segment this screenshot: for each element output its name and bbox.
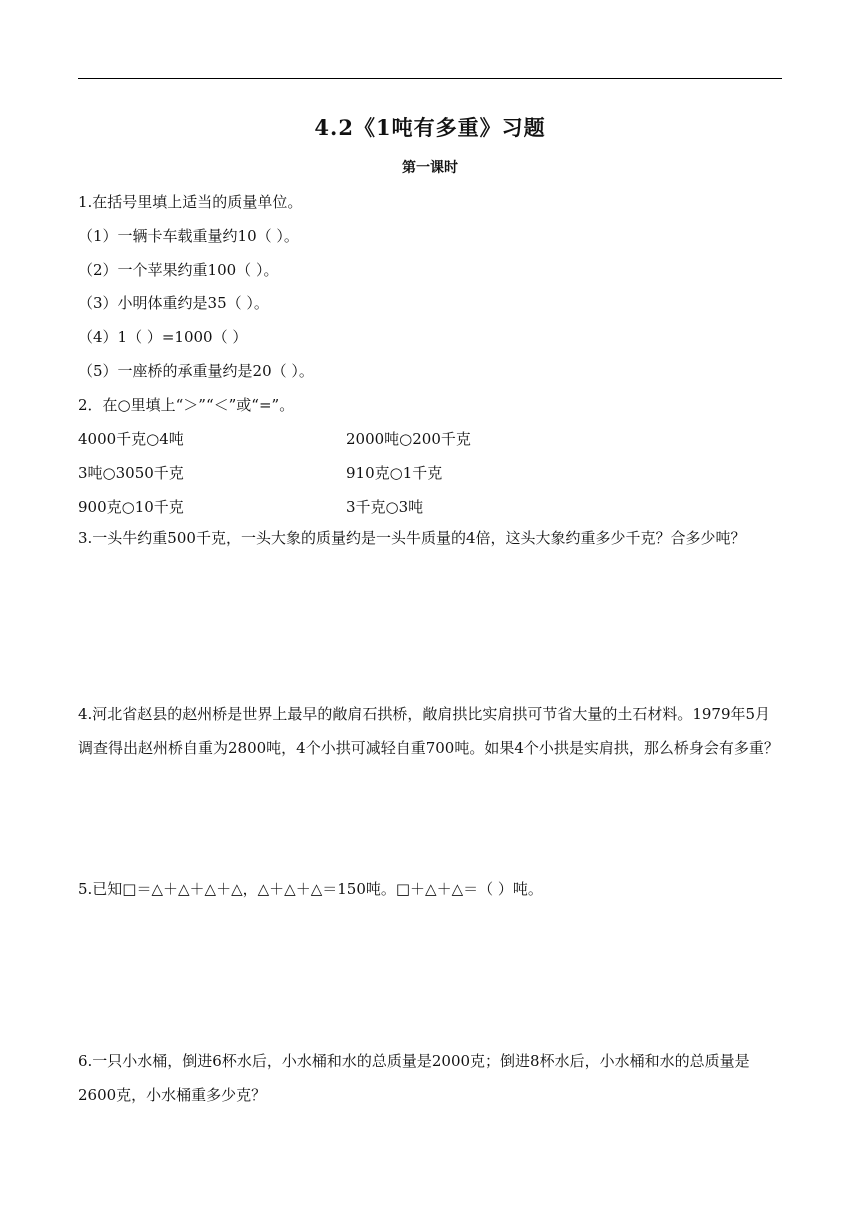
question-2-stem: 2．在○里填上“＞”“＜”或“=”。 bbox=[78, 396, 295, 414]
question-1-item: （2）一个苹果约重100（ ）。 bbox=[78, 261, 279, 279]
question-4: 4.河北省赵县的赵州桥是世界上最早的敞肩石拱桥，敞肩拱比实肩拱可节省大量的土石材料。1979年5月调查得出赵州桥自重为2800吨，4个小拱可减轻自重700吨。如果4个小拱是实肩拱，那么桥身会有多重？ bbox=[78, 705, 779, 757]
comparison-item: 2000吨○200千克 bbox=[346, 430, 471, 448]
comparison-item: 900克○10千克 bbox=[78, 498, 184, 516]
header-rule bbox=[78, 78, 782, 79]
comparison-item: 3吨○3050千克 bbox=[78, 464, 184, 482]
comparison-item: 910克○1千克 bbox=[346, 464, 443, 482]
page-subtitle: 第一课时 bbox=[402, 160, 458, 176]
question-1-item: （4）1（ ）=1000（ ） bbox=[78, 328, 248, 346]
question-1-item: （1）一辆卡车载重量约10（ ）。 bbox=[78, 227, 299, 245]
question-3: 3.一头牛约重500千克，一头大象的质量约是一头牛质量的4倍，这头大象约重多少千克？合多少吨？ bbox=[78, 529, 746, 547]
question-1-item: （3）小明体重约是35（ ）。 bbox=[78, 294, 269, 312]
comparison-item: 4000千克○4吨 bbox=[78, 430, 184, 448]
comparison-item: 3千克○3吨 bbox=[346, 498, 424, 516]
question-1-item: （5）一座桥的承重量约是20（ ）。 bbox=[78, 362, 314, 380]
question-5: 5.已知□＝△＋△＋△＋△，△＋△＋△＝150吨。□＋△＋△＝（ ）吨。 bbox=[78, 880, 543, 898]
question-1-stem: 1.在括号里填上适当的质量单位。 bbox=[78, 193, 303, 211]
question-6: 6.一只小水桶，倒进6杯水后，小水桶和水的总质量是2000克；倒进8杯水后，小水桶和水的总质量是2600克，小水桶重多少克？ bbox=[78, 1052, 750, 1104]
page-title: 4.2《1吨有多重》习题 bbox=[314, 115, 546, 140]
